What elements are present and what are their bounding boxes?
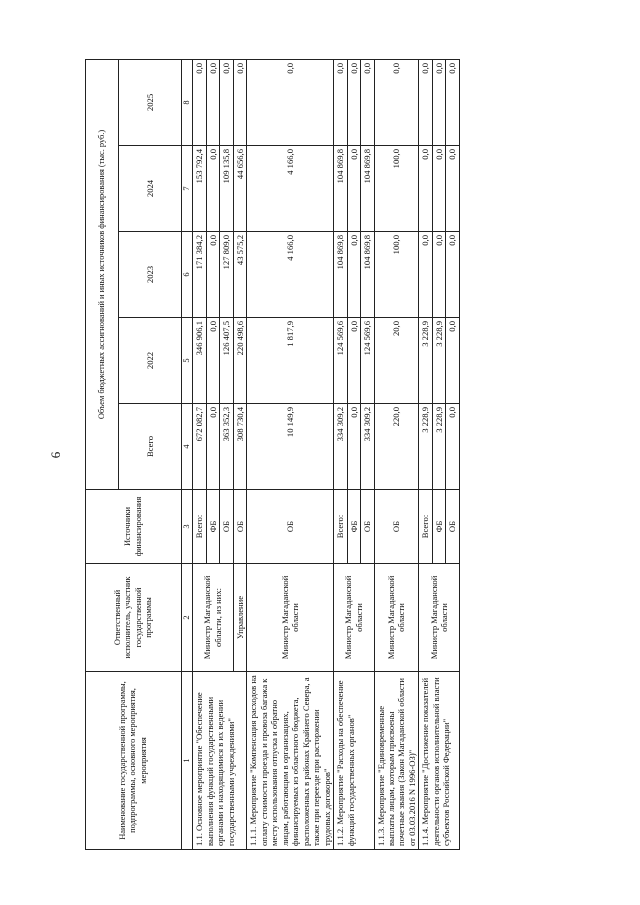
value-total: 220,0	[374, 404, 419, 490]
value-total: 10 149,9	[247, 404, 334, 490]
value-2022: 220 498,6	[233, 318, 246, 404]
column-index: 6	[182, 232, 193, 318]
executor-cell: Министр Магаданской области	[419, 564, 459, 672]
value-total: 334 309,2	[361, 404, 374, 490]
value-total: 363 352,3	[220, 404, 233, 490]
column-index: 2	[182, 564, 193, 672]
column-index: 1	[182, 672, 193, 850]
value-2022: 3 228,9	[432, 318, 445, 404]
value-2025: 0,0	[247, 59, 334, 145]
source-cell: ОБ	[374, 490, 419, 564]
value-2023: 0,0	[446, 232, 459, 318]
source-cell: ФБ	[432, 490, 445, 564]
header-year-total: Всего	[119, 404, 182, 490]
value-2023: 43 575,2	[233, 232, 246, 318]
value-2025: 0,0	[374, 59, 419, 145]
value-2024: 0,0	[432, 146, 445, 232]
measure-name: 1.1.3. Мероприятие "Единовременные выплаты лицам, которым присвоены почетные звания (Закон Магаданской области от 03.03.2016 N 1996-ОЗ)"	[374, 672, 419, 850]
value-2023: 171 384,2	[193, 232, 206, 318]
value-2023: 4 166,0	[247, 232, 334, 318]
value-2024: 109 135,8	[220, 146, 233, 232]
value-2024: 0,0	[206, 146, 219, 232]
value-2025: 0,0	[419, 59, 432, 145]
source-cell: ОБ	[220, 490, 233, 564]
column-index: 4	[182, 404, 193, 490]
value-2025: 0,0	[432, 59, 445, 145]
value-2023: 100,0	[374, 232, 419, 318]
page-number: 6	[48, 451, 63, 459]
value-2024: 0,0	[347, 146, 360, 232]
column-index-row	[182, 59, 193, 849]
source-cell: Всего:	[334, 490, 347, 564]
value-total: 0,0	[446, 404, 459, 490]
value-total: 308 730,4	[233, 404, 246, 490]
source-cell: ОБ	[361, 490, 374, 564]
value-total: 0,0	[347, 404, 360, 490]
measure-name: 1.1.2. Мероприятие "Расходы на обеспечение функций государственных органов"	[334, 672, 374, 850]
value-2022: 346 906,1	[193, 318, 206, 404]
value-2024: 0,0	[419, 146, 432, 232]
value-2024: 153 792,4	[193, 146, 206, 232]
header-year-2022: 2022	[119, 318, 182, 404]
executor-cell: Министр Магаданской области	[334, 564, 374, 672]
source-cell: Всего:	[419, 490, 432, 564]
table-row	[247, 59, 334, 849]
value-2022: 0,0	[206, 318, 219, 404]
value-2022: 124 569,6	[334, 318, 347, 404]
source-cell: ФБ	[347, 490, 360, 564]
value-2025: 0,0	[193, 59, 206, 145]
value-2025: 0,0	[361, 59, 374, 145]
header-year-2024: 2024	[119, 146, 182, 232]
value-2023: 0,0	[206, 232, 219, 318]
value-2022: 1 817,9	[247, 318, 334, 404]
measure-name: 1.1.1. Мероприятие "Компенсация расходов на оплату стоимости проезда и провоза багажа к месту использования отпуска и обратно лицам, работающим в организациях, финансируемых из областного бюджета, расположенных в районах Крайнего Севера, а также при переезде при расторжении трудовых договоров"	[247, 672, 334, 850]
table-row	[419, 59, 432, 849]
value-2024: 100,0	[374, 146, 419, 232]
header-executor: Ответственный исполнитель, участник государственной программы	[86, 564, 182, 672]
column-index: 5	[182, 318, 193, 404]
value-2024: 4 166,0	[247, 146, 334, 232]
table-row	[193, 59, 206, 849]
value-total: 3 228,9	[432, 404, 445, 490]
source-cell: ФБ	[206, 490, 219, 564]
value-2025: 0,0	[220, 59, 233, 145]
value-2022: 3 228,9	[419, 318, 432, 404]
value-total: 672 082,7	[193, 404, 206, 490]
column-index: 3	[182, 490, 193, 564]
value-2025: 0,0	[347, 59, 360, 145]
value-total: 334 309,2	[334, 404, 347, 490]
value-2023: 0,0	[432, 232, 445, 318]
value-2024: 104 869,8	[361, 146, 374, 232]
source-cell: ОБ	[233, 490, 246, 564]
header-source: Источники финансирования	[86, 490, 182, 564]
header-name: Наименование государственной программы, подпрограммы, основного мероприятия, мероприятия	[86, 672, 182, 850]
value-2022: 0,0	[446, 318, 459, 404]
value-2023: 127 809,0	[220, 232, 233, 318]
value-2025: 0,0	[446, 59, 459, 145]
executor-cell: Министр Магаданской области	[247, 564, 334, 672]
value-2024: 44 656,6	[233, 146, 246, 232]
column-index: 8	[182, 59, 193, 145]
measure-name: 1.1. Основное мероприятие "Обеспечение выполнения функций государственными органами и находящимися в их ведении государственными учреждениями"	[193, 672, 247, 850]
source-cell: ОБ	[446, 490, 459, 564]
value-2023: 104 869,8	[334, 232, 347, 318]
value-total: 0,0	[206, 404, 219, 490]
value-2022: 0,0	[347, 318, 360, 404]
source-cell: Всего:	[193, 490, 206, 564]
value-2022: 126 407,5	[220, 318, 233, 404]
value-2022: 20,0	[374, 318, 419, 404]
header-year-2023: 2023	[119, 232, 182, 318]
table-row	[374, 59, 419, 849]
budget-table	[85, 59, 460, 850]
executor-cell: Министр Магаданской области, из них:	[193, 564, 233, 672]
value-2025: 0,0	[233, 59, 246, 145]
value-2022: 124 569,6	[361, 318, 374, 404]
executor-cell: Управление	[233, 564, 246, 672]
value-2023: 0,0	[347, 232, 360, 318]
header-year-2025: 2025	[119, 59, 182, 145]
source-cell: ОБ	[247, 490, 334, 564]
rotated-table-frame	[85, 60, 570, 850]
column-index: 7	[182, 146, 193, 232]
value-2024: 0,0	[446, 146, 459, 232]
value-total: 3 228,9	[419, 404, 432, 490]
value-2025: 0,0	[206, 59, 219, 145]
header-volume: Объем бюджетных ассигнований и иных источников финансирования (тыс. руб.)	[86, 59, 119, 489]
value-2024: 104 869,8	[334, 146, 347, 232]
value-2023: 104 869,8	[361, 232, 374, 318]
table-row	[334, 59, 347, 849]
value-2025: 0,0	[334, 59, 347, 145]
measure-name: 1.1.4. Мероприятие "Достижение показателей деятельности органов исполнительной власти субъектов Российской Федерации"	[419, 672, 459, 850]
table-region	[85, 60, 570, 850]
value-2023: 0,0	[419, 232, 432, 318]
executor-cell: Министр Магаданской области	[374, 564, 419, 672]
